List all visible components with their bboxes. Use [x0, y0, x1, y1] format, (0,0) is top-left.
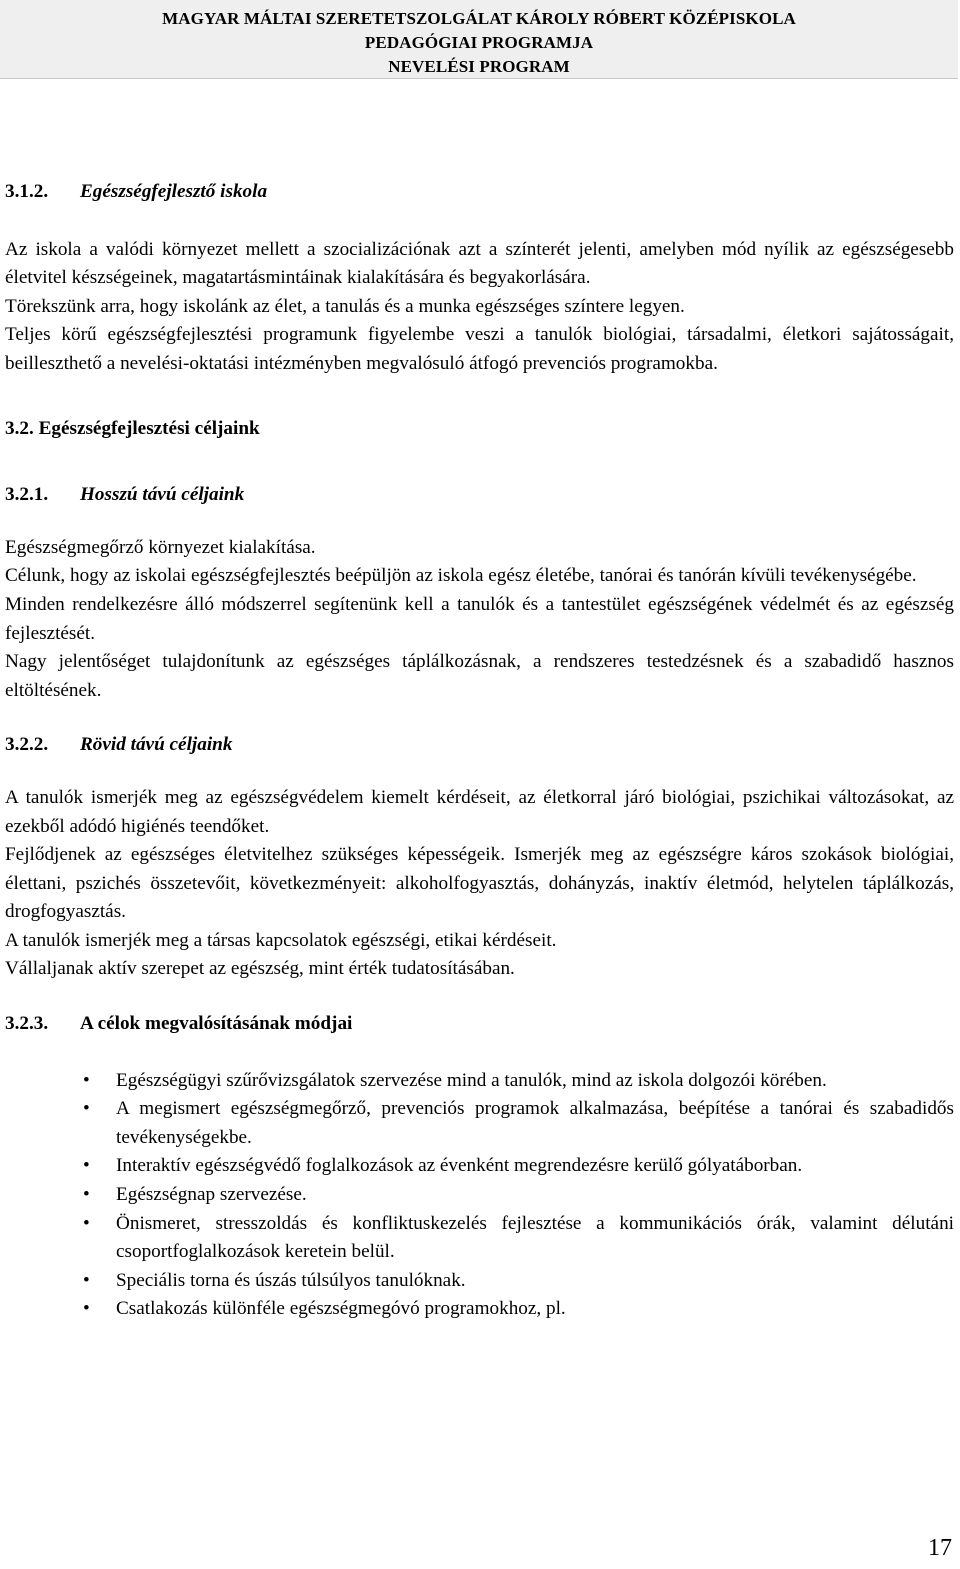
list-item-text: Csatlakozás különféle egészségmegóvó programokhoz, pl.: [116, 1298, 566, 1320]
list-item-text: Önismeret, stresszoldás és konfliktuskezelés fejlesztése a kommunikációs órák, valamint délutáni csoportfoglalkozások keretein belül.: [116, 1212, 954, 1263]
paragraph: Célunk, hogy az iskolai egészségfejlesztés beépüljön az iskola egész életébe, tanórai és tanórán kívüli tevékenységébe.: [5, 565, 917, 587]
heading-3-2-3: [5, 1010, 954, 1039]
bullet-icon: •: [83, 1155, 90, 1177]
list-item: [5, 1067, 954, 1096]
bullet-icon: •: [83, 1212, 90, 1234]
heading-3-1-2: [5, 178, 954, 207]
paragraph: Az iskola a valódi környezet mellett a szocializációnak azt a színterét jelenti, amelyben mód nyílik az egészségesebb életvitel készségeinek, magatartásmintáinak kialakítására és begyakorlására.: [5, 238, 954, 289]
header-subtitle: NEVELÉSI PROGRAM: [388, 57, 570, 76]
page-number: 17: [928, 1535, 952, 1561]
heading-number: 3.1.2.: [5, 181, 49, 202]
bullet-icon: •: [83, 1269, 90, 1291]
bullet-icon: •: [83, 1184, 90, 1206]
heading-number: 3.2.2.: [5, 734, 49, 756]
list-item: [5, 1267, 954, 1296]
page-header: [0, 0, 958, 79]
list-item: [5, 1295, 954, 1324]
heading-number: 3.2.3.: [5, 1013, 49, 1035]
list-item-text: Egészségügyi szűrővizsgálatok szervezése mind a tanulók, mind az iskola dolgozói körében.: [116, 1069, 827, 1091]
list-item: [5, 1181, 954, 1210]
list-item-text: Egészségnap szervezése.: [116, 1184, 307, 1206]
heading-title: Hosszú távú céljaink: [80, 484, 245, 506]
list-item: [5, 1152, 954, 1181]
list-item: [5, 1095, 954, 1152]
list-item-text: Speciális torna és úszás túlsúlyos tanulóknak.: [116, 1269, 466, 1291]
bullet-icon: •: [83, 1298, 90, 1320]
heading-title: A célok megvalósításának módjai: [80, 1013, 353, 1035]
paragraph: A tanulók ismerjék meg a társas kapcsolatok egészségi, etikai kérdéseit.: [5, 929, 557, 951]
paragraph: Nagy jelentőséget tulajdonítunk az egészséges táplálkozásnak, a rendszeres testedzésnek és a szabadidő hasznos eltöltésének.: [5, 651, 954, 701]
list-item: [5, 1210, 954, 1267]
list-item-text: A megismert egészségmegőrző, prevenciós programok alkalmazása, beépítése a tanórai és szabadidős tevékenységekbe.: [116, 1098, 954, 1148]
heading-3-2-2: [5, 731, 954, 760]
list-item-text: Interaktív egészségvédő foglalkozások az évenként megrendezésre kerülő gólyatáborban.: [116, 1155, 803, 1177]
heading-3-2-1: [5, 481, 954, 510]
paragraph: Minden rendelkezésre álló módszerrel segítenünk kell a tanulók és a tantestület egészségének védelmét és az egészség fejlesztését.: [5, 593, 954, 644]
header-school-name: MAGYAR MÁLTAI SZERETETSZOLGÁLAT KÁROLY RÓBERT KÖZÉPISKOLA: [162, 9, 796, 28]
paragraph: Egészségmegőrző környezet kialakítása.: [5, 536, 316, 558]
heading-title: Egészségfejlesztő iskola: [80, 181, 268, 202]
paragraph: Teljes körű egészségfejlesztési programunk figyelembe veszi a tanulók biológiai, társadalmi, életkori sajátosságait, beilleszthető a nevelési-oktatási intézményben megvalósuló átfogó prevenciós programokba.: [5, 324, 954, 374]
bullet-icon: •: [83, 1098, 90, 1120]
paragraph: Törekszünk arra, hogy iskolánk az élet, a tanulás és a munka egészséges színtere legyen.: [5, 295, 685, 317]
heading-number: 3.2.1.: [5, 484, 49, 506]
heading-3-2: 3.2. Egészségfejlesztési céljaink: [5, 417, 260, 439]
document-body: [5, 178, 954, 1324]
heading-title: Rövid távú céljaink: [80, 734, 233, 756]
header-program-title: PEDAGÓGIAI PROGRAMJA: [364, 33, 594, 52]
bullet-icon: •: [83, 1069, 90, 1091]
paragraph: Fejlődjenek az egészséges életvitelhez szükséges képességeik. Ismerjék meg az egészségre káros szokások biológiai, élettani, pszichés összetevőit, következményeit: alkoholfogyasztás, dohányzás, inaktív életmód, helytelen táplálkozás, drogfogyasztás.: [5, 844, 954, 923]
paragraph: A tanulók ismerjék meg az egészségvédelem kiemelt kérdéseit, az életkorral járó biológiai, pszichikai változásokat, az ezekből adódó higiénés teendőket.: [5, 786, 954, 837]
paragraph: Vállaljanak aktív szerepet az egészség, mint érték tudatosításában.: [5, 958, 515, 980]
methods-list: [5, 1067, 954, 1324]
